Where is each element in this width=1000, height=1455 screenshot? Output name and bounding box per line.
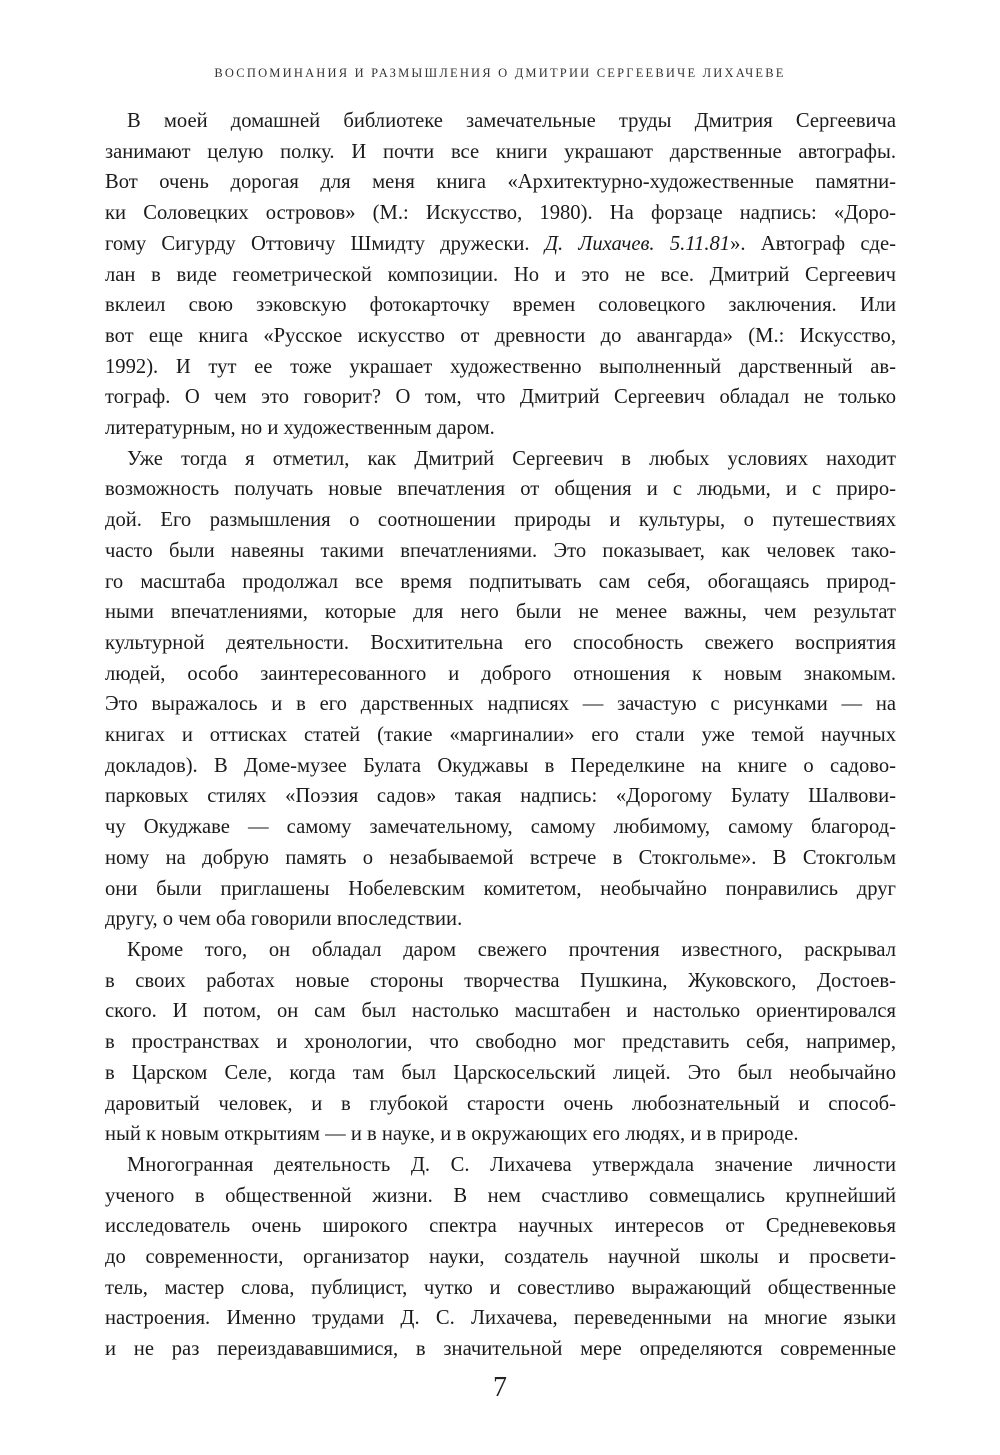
text-line: Кроме того, он обладал даром свежего прочтения известного, раскрывал xyxy=(127,938,896,961)
text-line: докладов). В Доме-музее Булата Окуджавы в Переделкине на книге о садово- xyxy=(105,754,896,777)
text-line: часто были навеяны такими впечатлениями. Это показывает, как человек тако- xyxy=(105,539,896,562)
text-line: культурной деятельности. Восхитительна его способность свежего восприятия xyxy=(105,631,896,654)
text-line: ки Соловецких островов» (М.: Искусство, 1980). На форзаце надпись: «Доро- xyxy=(105,202,896,225)
text-line: исследователь очень широкого спектра научных интересов от Средневековья xyxy=(105,1215,896,1238)
text-line: ными впечатлениями, которые для него были не менее важны, чем результат xyxy=(105,601,896,624)
paragraph xyxy=(105,106,896,444)
text-line: в своих работах новые стороны творчества Пушкина, Жуковского, Достоев- xyxy=(105,969,896,992)
paragraph xyxy=(105,1150,896,1365)
text-line: и не раз переиздававшимися, в значительной мере определяются современные xyxy=(105,1338,896,1361)
text-line: до современности, организатор науки, создатель научной школы и просвети- xyxy=(105,1246,896,1269)
text-line: другу, о чем оба говорили впоследствии. xyxy=(105,908,463,931)
italic-signature: Д. Лихачев. 5.11.81 xyxy=(544,232,731,255)
body-text xyxy=(105,106,896,1365)
running-head: ВОСПОМИНАНИЯ И РАЗМЫШЛЕНИЯ О ДМИТРИИ СЕРГЕЕВИЧЕ ЛИХАЧЕВЕ xyxy=(214,66,786,80)
text-line: Многогранная деятельность Д. С. Лихачева утверждала значение личности xyxy=(127,1153,896,1176)
text-line: чу Окуджаве — самому замечательному, самому любимому, самому благород- xyxy=(105,816,896,839)
text-line: книгах и оттисках статей (такие «маргиналии» его стали уже темой научных xyxy=(105,724,896,747)
text-segment: гому Сигурду Оттовичу Шмидту дружески. xyxy=(105,232,545,255)
text-line: дой. Его размышления о соотношении природы и культуры, о путешествиях xyxy=(105,509,896,532)
text-line: они были приглашены Нобелевским комитетом, необычайно понравились друг xyxy=(105,877,896,900)
text-line: занимают целую полку. И почти все книги украшают дарственные автографы. xyxy=(105,140,896,163)
text-line: настроения. Именно трудами Д. С. Лихачева, переведенными на многие языки xyxy=(105,1307,896,1330)
text-line: Вот очень дорогая для меня книга «Архитектурно-художественные памятни- xyxy=(105,171,896,194)
paragraph xyxy=(105,444,896,935)
page-number: 7 xyxy=(493,1372,507,1403)
text-line: Уже тогда я отметил, как Дмитрий Сергеевич в любых условиях находит xyxy=(127,447,896,470)
text-line: го масштаба продолжал все время подпитывать сам себя, обогащаясь природ- xyxy=(105,570,896,593)
text-line: ученого в общественной жизни. В нем счастливо совмещались крупнейший xyxy=(105,1184,896,1207)
text-line: литературным, но и художественным даром. xyxy=(105,417,495,440)
text-line: вот еще книга «Русское искусство от древности до авангарда» (М.: Искусство, xyxy=(105,324,896,347)
text-line: людей, особо заинтересованного и доброго отношения к новым знакомым. xyxy=(105,662,896,685)
text-line: ный к новым открытиям — и в науке, и в окружающих его людях, и в природе. xyxy=(105,1123,799,1146)
text-line: лан в виде геометрической композиции. Но и это не все. Дмитрий Сергеевич xyxy=(105,263,896,286)
text-line: В моей домашней библиотеке замечательные труды Дмитрия Сергеевича xyxy=(127,110,896,132)
text-line: ского. И потом, он сам был настолько масштабен и настолько ориентировался xyxy=(105,1000,896,1023)
text-segment: ». Автограф сде- xyxy=(730,232,896,255)
text-line: в Царском Селе, когда там был Царскосельский лицей. Это был необычайно xyxy=(105,1061,896,1084)
text-line: парковых стилях «Поэзия садов» такая надпись: «Дорогому Булату Шалвови- xyxy=(105,785,896,808)
text-line: даровитый человек, и в глубокой старости очень любознательный и способ- xyxy=(105,1092,896,1115)
text-line: тограф. О чем это говорит? О том, что Дмитрий Сергеевич обладал не только xyxy=(105,386,896,409)
text-line: ному на добрую память о незабываемой встрече в Стокгольме». В Стокгольм xyxy=(105,846,896,869)
text-line: в пространствах и хронологии, что свободно мог представить себя, например, xyxy=(105,1031,896,1054)
text-line: тель, мастер слова, публицист, чутко и совестливо выражающий общественные xyxy=(105,1276,896,1299)
paragraph xyxy=(105,935,896,1150)
text-line: вклеил свою зэковскую фотокарточку времен соловецкого заключения. Или xyxy=(105,294,896,317)
text-line: 1992). И тут ее тоже украшает художественно выполненный дарственный ав- xyxy=(105,355,896,378)
text-line: Это выражалось и в его дарственных надписях — зачастую с рисунками — на xyxy=(105,693,896,716)
text-line xyxy=(105,229,896,260)
text-line: возможность получать новые впечатления от общения и с людьми, и с приро- xyxy=(105,478,896,501)
